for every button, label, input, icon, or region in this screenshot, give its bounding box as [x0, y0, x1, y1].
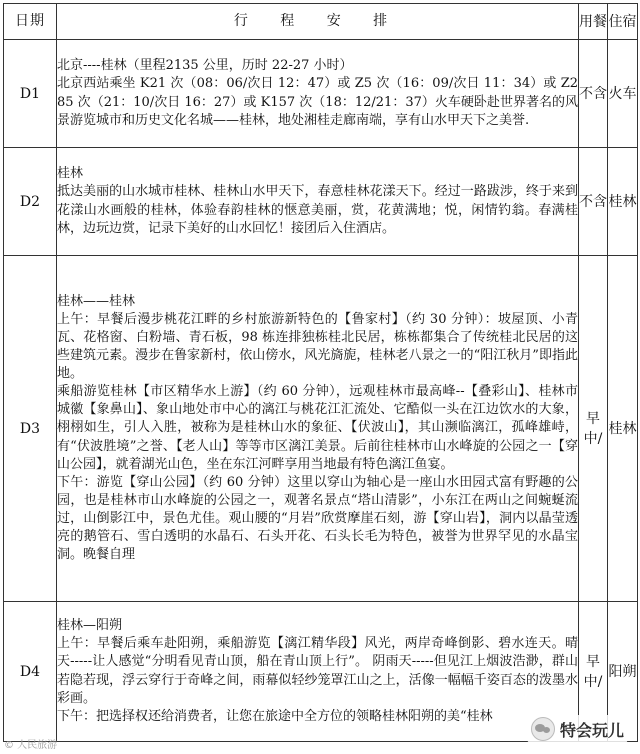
stay-cell: 阳朔 — [608, 602, 638, 742]
meal-cell: 不含 — [579, 40, 608, 148]
watermark-text: 特会玩儿 — [559, 720, 624, 740]
day-title: 北京----桂林（里程2135 公里，历时 22-27 小时） — [57, 58, 353, 74]
header-stay: 住宿 — [608, 4, 638, 40]
plan-paragraph: 下午：游览【穿山公园】（约 60 分钟）这里以穿山为轴心是一座山水田园式富有野趣的公园，也是桂林市山水峰旋的公园之一，观著名景点“塔山清影”，小东江在两山之间蜿蜒流过，山倒影江中，景色尤佳。观山腰的“月岩”欣赏摩崖石刻，游【穿山岩】，洞内以晶莹透亮的鹅管石、雪白透明的水晶石、石头开花、石头长毛为特色，被誉为世界罕见的水晶宝洞。晚餐自理 — [57, 474, 578, 563]
plan-paragraph: 下午：把选择权还给消费者，让您在旅途中全方位的领略桂林阳朔的美“桂林 — [57, 708, 493, 724]
header-date: 日期 — [4, 4, 57, 40]
day-plan — [57, 256, 579, 602]
watermark-left: © 人民旅游 — [4, 740, 58, 751]
day-label: D2 — [4, 148, 57, 256]
day-label: D1 — [4, 40, 57, 148]
stay-cell: 桂林 — [608, 148, 638, 256]
day-row-d3 — [4, 256, 638, 602]
header-plan: 行 程 安 排 — [57, 4, 579, 40]
itinerary-table — [3, 3, 638, 742]
plan-paragraph: 抵达美丽的山水城市桂林、桂林山水甲天下，春意桂林花漾天下。经过一路跋涉，终于来到花漾山水画般的桂林，体验春韵桂林的惬意美丽，赏，花黄满地；悦，闲情钓翁。春满桂林，边玩边赏，记录下美好的山水回忆！接团后入住酒店。 — [57, 184, 578, 236]
day-row-d1 — [4, 40, 638, 148]
wechat-logo-icon — [531, 717, 555, 741]
day-plan — [57, 602, 579, 742]
day-title: 桂林—阳朔 — [57, 618, 123, 634]
day-label: D4 — [4, 602, 57, 742]
stay-cell: 火车 — [608, 40, 638, 148]
plan-paragraph: 上午：早餐后漫步桃花江畔的乡村旅游新特色的【鲁家村】（约 30 分钟）：坡屋顶、小青瓦、花格窗、白粉墙、青石板，98 栋连排独栋桂北民居，栋栋都集合了传统桂北民居的这些建筑元素。漫步在鲁家新村，依山傍水，风光旖旎，桂林老八景之一的“阳江秋月”即指此地。 — [57, 311, 578, 382]
day-label: D3 — [4, 256, 57, 602]
day-row-d2 — [4, 148, 638, 256]
meal-cell: 不含 — [579, 148, 608, 256]
header-meal: 用餐 — [579, 4, 608, 40]
meal-cell: 早中/ — [579, 256, 608, 602]
day-title: 桂林 — [57, 166, 84, 182]
stay-cell: 桂林 — [608, 256, 638, 602]
day-plan — [57, 40, 579, 148]
day-plan — [57, 148, 579, 256]
header-row — [4, 4, 638, 40]
day-title: 桂林——桂林 — [57, 293, 136, 309]
watermark-right — [527, 715, 628, 743]
plan-paragraph: 上午：早餐后乘车赴阳朔，乘船游览【漓江精华段】风光，两岸奇峰倒影、碧水连天。晴天-----让人感觉“分明看见青山顶，船在青山顶上行”。 阴雨天-----但见江上烟波浩渺，群山若隐若现，浮云穿行于奇峰之间，雨幕似轻纱笼罩江山之上，活像一幅幅千姿百态的泼墨水彩画。 — [57, 636, 578, 706]
meal-cell: 早中/ — [579, 602, 608, 742]
plan-paragraph: 北京西站乘坐 K21 次（08：06/次日 12：47）或 Z5 次（16：09/次日 11：34）或 Z285 次（21：10/次日 16：27）或 K157 次（18：12/21：37）火车硬卧赴世界著名的风景游览城市和历史文化名城——桂林，地处湘桂走廊南端，享有山水甲天下之美誉. — [57, 76, 578, 128]
plan-paragraph: 乘船游览桂林【市区精华水上游】（约 60 分钟），远观桂林市最高峰--【叠彩山】、桂林市城徽【象鼻山】、象山地处市中心的漓江与桃花江汇流处、它酷似一头在江边饮水的大象，栩栩如生，引人入胜，被称为是桂林山水的象征、【伏波山】，其山濒临漓江，孤峰雄峙，有“伏波胜境”之誉、【老人山】等等市区漓江美景。后前往桂林市山水峰旋的公园之一【穿山公园】，就着湖光山色，坐在东江河畔享用当地最有特色漓江鱼宴。 — [57, 384, 578, 472]
